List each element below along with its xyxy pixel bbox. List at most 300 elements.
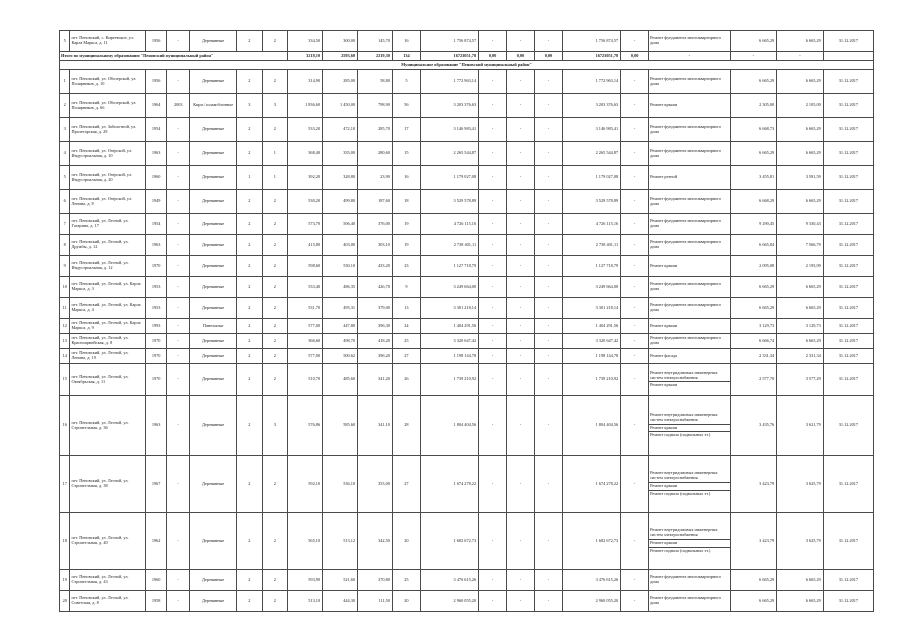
max-unit-cost-cell: 9 330,43 bbox=[777, 214, 824, 235]
work-item: Ремонт фундамента многоквартирного дома bbox=[650, 35, 722, 45]
total-cost-cell: 3 203 376,63 bbox=[420, 94, 478, 118]
work-type-cell bbox=[649, 214, 731, 235]
fund-cell: - bbox=[507, 235, 535, 256]
year-built-cell: 1963 bbox=[146, 396, 167, 456]
max-unit-cost-cell: 2 105,00 bbox=[777, 94, 824, 118]
year-renovated-cell: - bbox=[167, 334, 190, 349]
floors-cell: 3 bbox=[236, 94, 262, 118]
fund-cell: - bbox=[534, 570, 562, 591]
residents-cell: 56 bbox=[392, 94, 420, 118]
table-row bbox=[60, 94, 874, 118]
wall-material-cell: Деревянные bbox=[190, 70, 237, 94]
year-renovated-cell: - bbox=[167, 256, 190, 277]
work-type-cell bbox=[649, 513, 731, 570]
entrances-cell: 2 bbox=[262, 235, 288, 256]
residents-cell: 25 bbox=[392, 334, 420, 349]
unit-cost-cell: 6 666,74 bbox=[730, 334, 777, 349]
fund-cell: - bbox=[621, 513, 649, 570]
max-unit-cost-cell: 6 665,29 bbox=[777, 142, 824, 166]
floors-cell: 2 bbox=[236, 319, 262, 334]
total-cost-cell: 1 804 404,56 bbox=[420, 396, 478, 456]
table-row bbox=[60, 396, 874, 456]
address-cell: пгт. Пеновский, с. Киреевское, ул. Карла Маркса, д. 11 bbox=[70, 31, 146, 52]
floors-cell: 2 bbox=[236, 364, 262, 396]
wall-material-cell: Деревянные bbox=[190, 513, 237, 570]
work-item: Ремонт крыши bbox=[650, 322, 678, 328]
unit-cost-cell: 6 668,29 bbox=[730, 190, 777, 214]
entrances-cell: 2 bbox=[262, 118, 288, 142]
fund-cell: - bbox=[479, 334, 507, 349]
address-cell: пгт. Пеновский, ул. Лесной, ул. Строительная, д. 40 bbox=[70, 513, 146, 570]
wall-material-cell: Деревянные bbox=[190, 214, 237, 235]
floors-cell: 2 bbox=[236, 70, 262, 94]
table-row bbox=[60, 118, 874, 142]
living-area-cell: 485,60 bbox=[323, 364, 358, 396]
total-area-cell: 531,70 bbox=[288, 298, 323, 319]
residents-cell: 20 bbox=[392, 591, 420, 612]
fund-cell: - bbox=[534, 118, 562, 142]
entrances-cell: 1 bbox=[262, 166, 288, 190]
residents-cell: 20 bbox=[392, 513, 420, 570]
total-total-cost-cell: 16723051,78 bbox=[420, 52, 478, 61]
work-type-cell bbox=[649, 396, 731, 456]
total-cost-cell: 3 146 983,41 bbox=[420, 118, 478, 142]
wall-material-cell: Деревянные bbox=[190, 166, 237, 190]
table-row bbox=[60, 277, 874, 298]
work-item: Ремонт фасада bbox=[650, 352, 678, 358]
private-area-cell: 303,10 bbox=[358, 235, 393, 256]
total-label: Итого по муниципальному образованию "Пеновский муниципальный район" bbox=[60, 52, 288, 61]
work-item: Ремонт фундамента многоквартирного дома bbox=[650, 147, 722, 158]
address-cell: пгт. Пеновский, ул. Лесной, ул. Строительная, д. 36 bbox=[70, 396, 146, 456]
max-unit-cost-cell: 2 195,09 bbox=[777, 256, 824, 277]
fund-cell: - bbox=[479, 70, 507, 94]
owner-funds-cell: 2 738 401,11 bbox=[562, 235, 620, 256]
total-cost-cell: 3 301 218,14 bbox=[420, 298, 478, 319]
work-type-cell bbox=[649, 94, 731, 118]
table-row bbox=[60, 349, 874, 364]
work-type-cell bbox=[649, 118, 731, 142]
row-number: 9 bbox=[60, 256, 70, 277]
entrances-cell: 2 bbox=[262, 319, 288, 334]
row-number: 14 bbox=[60, 349, 70, 364]
fund-cell: - bbox=[479, 396, 507, 456]
total-area-cell: 593,90 bbox=[288, 570, 323, 591]
living-area-cell: 1 450,00 bbox=[323, 94, 358, 118]
table-row bbox=[60, 214, 874, 235]
total-area-cell: 533,40 bbox=[288, 277, 323, 298]
total-cost-cell: 1 682 672,73 bbox=[420, 513, 478, 570]
total-area-cell: 415,80 bbox=[288, 235, 323, 256]
year-built-cell: 1964 bbox=[146, 94, 167, 118]
max-unit-cost-cell: 3 129,73 bbox=[777, 319, 824, 334]
work-item: Ремонт фундамента многоквартирного дома bbox=[650, 595, 722, 605]
row-number: 15 bbox=[60, 364, 70, 396]
table-row bbox=[60, 570, 874, 591]
fund-cell: - bbox=[621, 118, 649, 142]
owner-funds-cell: 2 265 544,87 bbox=[562, 142, 620, 166]
private-area-cell: 396,20 bbox=[358, 349, 393, 364]
wall-material-cell: Деревянные bbox=[190, 190, 237, 214]
fund-cell: - bbox=[479, 298, 507, 319]
max-unit-cost-cell: 6 665,29 bbox=[777, 591, 824, 612]
fund-cell: - bbox=[534, 214, 562, 235]
private-area-cell: 280,60 bbox=[358, 142, 393, 166]
fund-cell: - bbox=[479, 166, 507, 190]
year-renovated-cell: - bbox=[167, 190, 190, 214]
work-type-cell bbox=[649, 319, 731, 334]
floors-cell: 2 bbox=[236, 349, 262, 364]
residents-cell: 26 bbox=[392, 364, 420, 396]
work-type-cell bbox=[649, 190, 731, 214]
fund-cell: - bbox=[534, 456, 562, 513]
work-item: Ремонт фундамента многоквартирного дома bbox=[650, 281, 722, 291]
completion-date-cell: 31.12.2017 bbox=[823, 349, 873, 364]
unit-cost-cell: 6 665,29 bbox=[730, 277, 777, 298]
residents-cell: 18 bbox=[392, 190, 420, 214]
work-type-cell bbox=[649, 298, 731, 319]
max-unit-cost-cell: 7 566,79 bbox=[777, 235, 824, 256]
row-number: 1 bbox=[60, 70, 70, 94]
fund-cell: - bbox=[534, 94, 562, 118]
total-fund-cell: 0,00 bbox=[479, 52, 507, 61]
year-renovated-cell: - bbox=[167, 118, 190, 142]
year-built-cell: 1949 bbox=[146, 190, 167, 214]
entrances-cell: 2 bbox=[262, 591, 288, 612]
completion-date-cell: 31.12.2017 bbox=[823, 190, 873, 214]
total-cost-cell: 2 265 544,87 bbox=[420, 142, 478, 166]
owner-funds-cell: 4 726 115,16 bbox=[562, 214, 620, 235]
fund-cell: - bbox=[479, 456, 507, 513]
row-number: 17 bbox=[60, 456, 70, 513]
wall-material-cell: Деревянные bbox=[190, 456, 237, 513]
fund-cell: - bbox=[621, 142, 649, 166]
total-cost-cell: 1 756 874,57 bbox=[420, 31, 478, 52]
year-built-cell: 1954 bbox=[146, 214, 167, 235]
floors-cell: 2 bbox=[236, 456, 262, 513]
owner-funds-cell: 3 146 983,41 bbox=[562, 118, 620, 142]
table-row bbox=[60, 256, 874, 277]
address-cell: пгт. Пеновский, ул. Озерской, ул. Индустриальная, д. 10 bbox=[70, 142, 146, 166]
fund-cell: - bbox=[534, 364, 562, 396]
total-cost-cell: 3 476 615,26 bbox=[420, 570, 478, 591]
entrances-cell: 3 bbox=[262, 396, 288, 456]
total-cost-cell: 3 529 578,89 bbox=[420, 190, 478, 214]
fund-cell: - bbox=[507, 364, 535, 396]
owner-funds-cell: 2 960 055,20 bbox=[562, 591, 620, 612]
residents-cell: 16 bbox=[392, 166, 420, 190]
fund-cell: - bbox=[534, 70, 562, 94]
fund-cell: - bbox=[621, 235, 649, 256]
total-area-cell: 392,20 bbox=[288, 166, 323, 190]
private-area-cell: 418,20 bbox=[358, 334, 393, 349]
year-renovated-cell: - bbox=[167, 319, 190, 334]
completion-date-cell: 31.12.2017 bbox=[823, 298, 873, 319]
row-number: 3 bbox=[60, 118, 70, 142]
work-item: Ремонт крыши bbox=[649, 425, 730, 433]
total-cost-cell: 1 404 291,56 bbox=[420, 319, 478, 334]
unit-cost-cell: 3 423,79 bbox=[730, 456, 777, 513]
entrances-cell: 2 bbox=[262, 513, 288, 570]
row-number: 8 bbox=[60, 235, 70, 256]
owner-funds-cell: 1 127 718,79 bbox=[562, 256, 620, 277]
living-area-cell: 285,00 bbox=[323, 70, 358, 94]
wall-material-cell: Панельные bbox=[190, 319, 237, 334]
entrances-cell: 1 bbox=[262, 142, 288, 166]
year-renovated-cell: - bbox=[167, 70, 190, 94]
completion-date-cell: 31.12.2017 bbox=[823, 235, 873, 256]
table-row bbox=[60, 591, 874, 612]
private-area-cell: 187,60 bbox=[358, 190, 393, 214]
work-item: Ремонт крыши bbox=[650, 382, 678, 388]
total-area-cell: 577,00 bbox=[288, 349, 323, 364]
year-built-cell: 1956 bbox=[146, 70, 167, 94]
wall-material-cell: Деревянные bbox=[190, 591, 237, 612]
unit-cost-cell: 3 455,81 bbox=[730, 166, 777, 190]
table-row bbox=[60, 334, 874, 349]
work-item: Ремонт фундамента многоквартирного дома bbox=[650, 195, 722, 206]
floors-cell: 2 bbox=[236, 118, 262, 142]
owner-funds-cell: 3 476 615,26 bbox=[562, 570, 620, 591]
residents-cell: 9 bbox=[392, 277, 420, 298]
entrances-cell: 2 bbox=[262, 298, 288, 319]
row-number: 6 bbox=[60, 190, 70, 214]
wall-material-cell: Деревянные bbox=[190, 334, 237, 349]
private-area-cell: 145,70 bbox=[358, 31, 393, 52]
fund-cell: - bbox=[621, 298, 649, 319]
year-renovated-cell: - bbox=[167, 31, 190, 52]
year-built-cell: 1960 bbox=[146, 570, 167, 591]
owner-funds-cell: 3 529 578,89 bbox=[562, 190, 620, 214]
completion-date-cell: 31.12.2017 bbox=[823, 591, 873, 612]
work-item: Ремонт фундамента многоквартирного дома bbox=[650, 302, 722, 312]
entrances-cell: 2 bbox=[262, 364, 288, 396]
owner-funds-cell: 1 756 874,57 bbox=[562, 31, 620, 52]
living-area-cell: 403,00 bbox=[323, 235, 358, 256]
fund-cell: - bbox=[534, 235, 562, 256]
owner-funds-cell: 1 772 963,14 bbox=[562, 70, 620, 94]
year-built-cell: 1970 bbox=[146, 256, 167, 277]
residents-cell: 28 bbox=[392, 396, 420, 456]
entrances-cell: 2 bbox=[262, 31, 288, 52]
owner-funds-cell: 1 198 144,78 bbox=[562, 349, 620, 364]
fund-cell: - bbox=[534, 319, 562, 334]
year-renovated-cell: - bbox=[167, 277, 190, 298]
entrances-cell: 2 bbox=[262, 334, 288, 349]
floors-cell: 2 bbox=[236, 298, 262, 319]
total-cost-cell: 3 249 664,00 bbox=[420, 277, 478, 298]
max-unit-cost-cell: 2 331,34 bbox=[777, 349, 824, 364]
year-built-cell: 1960 bbox=[146, 166, 167, 190]
completion-date-cell: 31.12.2017 bbox=[823, 364, 873, 396]
entrances-cell: 2 bbox=[262, 570, 288, 591]
wall-material-cell: Деревянные bbox=[190, 570, 237, 591]
completion-date-cell: 31.12.2017 bbox=[823, 456, 873, 513]
work-item: Ремонт крыши bbox=[650, 262, 678, 268]
wall-material-cell: Деревянные bbox=[190, 235, 237, 256]
total-area-cell: 565,10 bbox=[288, 513, 323, 570]
region-heading: Муниципальное образование "Пеновский муниципальный район" bbox=[60, 61, 874, 70]
total-total-area-cell: 3218,10 bbox=[288, 52, 323, 61]
private-area-cell: 111,50 bbox=[358, 591, 393, 612]
fund-cell: - bbox=[507, 214, 535, 235]
completion-date-cell: 31.12.2017 bbox=[823, 70, 873, 94]
work-item: Ремонт подвала (подвальных эт.) bbox=[650, 490, 711, 496]
address-cell: пгт. Пеновский, ул. Лесной, ул. Красноармейская, д. 8 bbox=[70, 334, 146, 349]
fund-cell: - bbox=[621, 396, 649, 456]
year-renovated-cell: - bbox=[167, 349, 190, 364]
unit-cost-cell: 2 577,70 bbox=[730, 364, 777, 396]
year-renovated-cell: - bbox=[167, 396, 190, 456]
living-area-cell: 447,80 bbox=[323, 319, 358, 334]
residents-cell: 15 bbox=[392, 142, 420, 166]
max-unit-cost-cell: 3 577,29 bbox=[777, 364, 824, 396]
address-cell: пгт. Пеновский, ул. Обозерской, ул. Полярников, д. 6б bbox=[70, 94, 146, 118]
living-area-cell: 585,60 bbox=[323, 396, 358, 456]
living-area-cell: 328,80 bbox=[323, 166, 358, 190]
total-cost-cell: 1 674 278,22 bbox=[420, 456, 478, 513]
table-row bbox=[60, 364, 874, 396]
total-area-cell: 1 836,60 bbox=[288, 94, 323, 118]
private-area-cell: 370,80 bbox=[358, 570, 393, 591]
total-cost-cell: 3 320 647,42 bbox=[420, 334, 478, 349]
table-row bbox=[60, 166, 874, 190]
total-row bbox=[60, 52, 874, 61]
residents-cell: 23 bbox=[392, 256, 420, 277]
living-area-cell: 536,10 bbox=[323, 456, 358, 513]
fund-cell: - bbox=[621, 166, 649, 190]
year-built-cell: 1967 bbox=[146, 456, 167, 513]
work-type-cell bbox=[649, 456, 731, 513]
total-area-cell: 510,70 bbox=[288, 364, 323, 396]
year-built-cell: 1962 bbox=[146, 513, 167, 570]
fund-cell: - bbox=[479, 256, 507, 277]
residents-cell: 25 bbox=[392, 570, 420, 591]
residents-cell: 13 bbox=[392, 298, 420, 319]
row-number: 2 bbox=[60, 94, 70, 118]
wall-material-cell: Деревянные bbox=[190, 277, 237, 298]
fund-cell: - bbox=[507, 190, 535, 214]
fund-cell: - bbox=[479, 235, 507, 256]
table-row bbox=[60, 319, 874, 334]
fund-cell: - bbox=[621, 334, 649, 349]
work-item: Ремонт внутридомовых инженерных систем электроснабжения bbox=[649, 527, 730, 540]
living-area-cell: 472,10 bbox=[323, 118, 358, 142]
fund-cell: - bbox=[621, 456, 649, 513]
completion-date-cell: 31.12.2017 bbox=[823, 513, 873, 570]
floors-cell: 2 bbox=[236, 513, 262, 570]
fund-cell: - bbox=[507, 277, 535, 298]
residents-cell: 27 bbox=[392, 456, 420, 513]
fund-cell: - bbox=[621, 94, 649, 118]
work-item: Ремонт внутридомовых инженерных систем электроснабжения bbox=[649, 470, 730, 483]
residents-cell: 5 bbox=[392, 70, 420, 94]
year-built-cell: 1953 bbox=[146, 277, 167, 298]
completion-date-cell: 31.12.2017 bbox=[823, 396, 873, 456]
fund-cell: - bbox=[479, 94, 507, 118]
work-item: Ремонт крыши bbox=[649, 483, 730, 491]
completion-date-cell: 31.12.2017 bbox=[823, 214, 873, 235]
region-heading-row bbox=[60, 61, 874, 70]
year-renovated-cell: - bbox=[167, 591, 190, 612]
fund-cell: - bbox=[479, 349, 507, 364]
year-built-cell: 1956 bbox=[146, 31, 167, 52]
max-unit-cost-cell: 6 665,29 bbox=[777, 298, 824, 319]
max-unit-cost-cell: 6 665,29 bbox=[777, 70, 824, 94]
owner-funds-cell: 3 301 218,14 bbox=[562, 298, 620, 319]
fund-cell: - bbox=[479, 277, 507, 298]
address-cell: пгт. Пеновский, ул. Лесной, ул. Строительная, д. 43 bbox=[70, 570, 146, 591]
wall-material-cell: Деревянные bbox=[190, 118, 237, 142]
year-renovated-cell: - bbox=[167, 570, 190, 591]
fund-cell: - bbox=[507, 319, 535, 334]
row-number: 19 bbox=[60, 570, 70, 591]
year-built-cell: 1970 bbox=[146, 334, 167, 349]
wall-material-cell: Кирп./ шлакоблочные bbox=[190, 94, 237, 118]
unit-cost-cell: 2 305,00 bbox=[730, 94, 777, 118]
total-work-type-cell: - bbox=[649, 52, 731, 61]
total-cost-cell: 1 198 144,78 bbox=[420, 349, 478, 364]
residents-cell: 16 bbox=[392, 31, 420, 52]
living-area-cell: 499,80 bbox=[323, 190, 358, 214]
row-number: 4 bbox=[60, 142, 70, 166]
unit-cost-cell: 6 665,29 bbox=[730, 31, 777, 52]
wall-material-cell: Деревянные bbox=[190, 349, 237, 364]
private-area-cell: 341,20 bbox=[358, 364, 393, 396]
living-area-cell: 495,31 bbox=[323, 298, 358, 319]
fund-cell: - bbox=[621, 256, 649, 277]
total-area-cell: 598,60 bbox=[288, 256, 323, 277]
table-row bbox=[60, 190, 874, 214]
max-unit-cost-cell: 6 665,29 bbox=[777, 190, 824, 214]
entrances-cell: 2 bbox=[262, 277, 288, 298]
floors-cell: 2 bbox=[236, 235, 262, 256]
floors-cell: 2 bbox=[236, 334, 262, 349]
owner-funds-cell: 1 682 672,73 bbox=[562, 513, 620, 570]
fund-cell: - bbox=[621, 319, 649, 334]
work-type-cell bbox=[649, 277, 731, 298]
floors-cell: 2 bbox=[236, 214, 262, 235]
year-renovated-cell: - bbox=[167, 298, 190, 319]
work-item: Ремонт фундамента многоквартирного дома bbox=[650, 218, 722, 228]
fund-cell: - bbox=[534, 396, 562, 456]
floors-cell: 2 bbox=[236, 190, 262, 214]
total-cost-cell: 2 738 401,11 bbox=[420, 235, 478, 256]
owner-funds-cell: 1 404 291,56 bbox=[562, 319, 620, 334]
register-table bbox=[59, 30, 874, 612]
fund-cell: - bbox=[621, 31, 649, 52]
year-renovated-cell: - bbox=[167, 456, 190, 513]
fund-cell: - bbox=[621, 190, 649, 214]
completion-date-cell: 31.12.2017 bbox=[823, 334, 873, 349]
unit-cost-cell: 3 435,76 bbox=[730, 396, 777, 456]
fund-cell: - bbox=[534, 298, 562, 319]
fund-cell: - bbox=[479, 570, 507, 591]
unit-cost-cell: 2 095,08 bbox=[730, 256, 777, 277]
year-renovated-cell: 2003 bbox=[167, 94, 190, 118]
fund-cell: - bbox=[507, 298, 535, 319]
floors-cell: 2 bbox=[236, 277, 262, 298]
private-area-cell: 353,00 bbox=[358, 456, 393, 513]
address-cell: пгт. Пеновский, ул. Лесной, ул. Строительная, д. 38 bbox=[70, 456, 146, 513]
table-row bbox=[60, 142, 874, 166]
residents-cell: 19 bbox=[392, 214, 420, 235]
total-area-cell: 366,60 bbox=[288, 334, 323, 349]
living-area-cell: 444,30 bbox=[323, 591, 358, 612]
max-unit-cost-cell: 3 625,79 bbox=[777, 456, 824, 513]
table-row bbox=[60, 70, 874, 94]
living-area-cell: 486,35 bbox=[323, 277, 358, 298]
